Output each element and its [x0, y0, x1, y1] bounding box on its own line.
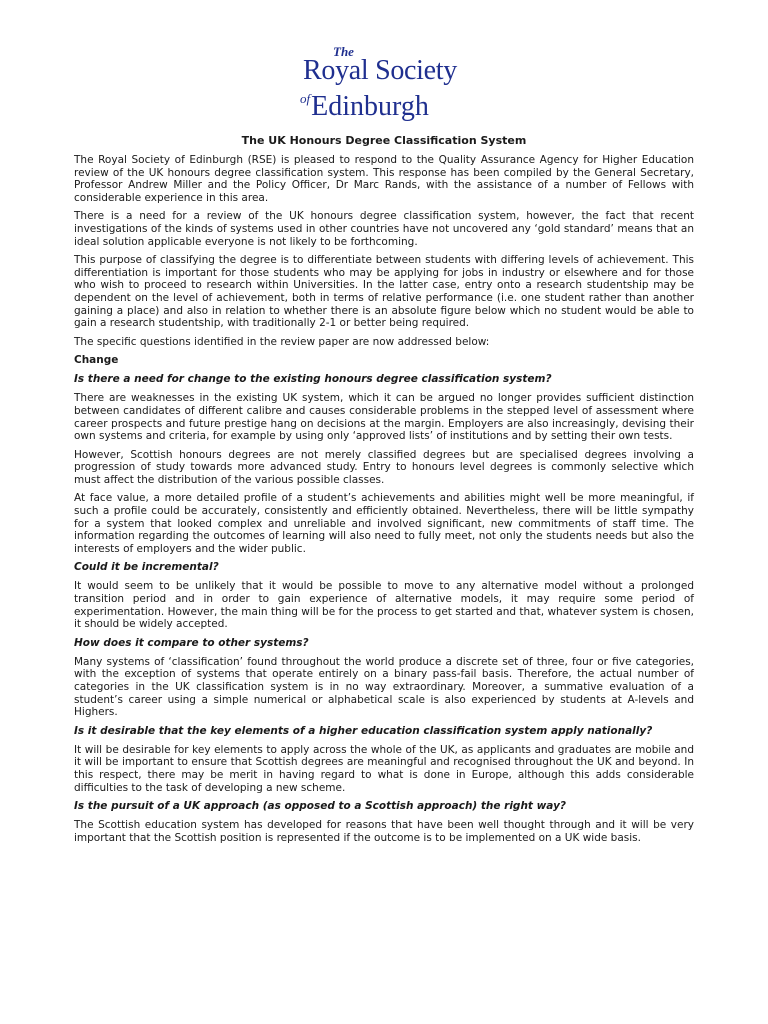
answer-3: Many systems of ‘classification’ found throughout the world produce a discrete set of three, four or five categories, with the exception of systems that operate entirely on a binary pass-fail basis. Therefore, the actual number of categories in the UK classification system is in no way extraordinary. Moreover, a summative evaluation of a student’s career using a simple numerical or alphabetical scale is also experienced by students at A-levels and Highers.: [74, 655, 694, 719]
question-3: How does it compare to other systems?: [74, 636, 309, 649]
logo-edinburgh-line: [300, 84, 429, 122]
section-heading-change: Change: [74, 354, 119, 367]
answer-5: The Scottish education system has developed for reasons that have been well thought through and it will be very important that the Scottish position is represented if the outcome is to be implemented on a UK wide basis.: [74, 819, 694, 844]
intro-paragraph-1: The Royal Society of Edinburgh (RSE) is pleased to respond to the Quality Assurance Agency for Higher Education review of the UK honours degree classification system. This response has been compiled by the General Secretary, Professor Andrew Miller and the Policy Officer, Dr Marc Rands, with the assistance of a number of Fellows with considerable experience in this area.: [74, 154, 694, 204]
logo-edinburgh: Edinburgh: [311, 91, 429, 122]
answer-1-paragraph-1: There are weaknesses in the existing UK system, which it can be argued no longer provides sufficient distinction between candidates of different calibre and causes considerable problems in the stepped level of assessment where career prospects and future prestige hang on decisions at the margin. Employers are also increasingly, devising their own systems and criteria, for example by using only ‘approved lists’ of institutions and by setting their own tests.: [74, 392, 694, 443]
question-5: Is the pursuit of a UK approach (as opposed to a Scottish approach) the right way?: [74, 800, 566, 813]
answer-1-paragraph-2: However, Scottish honours degrees are not merely classified degrees but are specialised degrees involving a progression of study towards more advanced study. Entry to honours level degrees is commonly selective which must affect the distribution of the various possible classes.: [74, 448, 694, 486]
intro-paragraph-3: This purpose of classifying the degree is to differentiate between students with differing levels of achievement. This differentiation is important for those students who may be applying for jobs in industry or elsewhere and for those who wish to proceed to research within Universities. In the latter case, entry onto a research studentship may be dependent on the level of achievement, both in terms of relative performance (i.e. one student rather than another gaining a place) and also in relation to whether there is an absolute figure below which no student would be able to gain a research studentship, with traditionally 2-1 or better being required.: [74, 254, 694, 330]
question-4: Is it desirable that the key elements of a higher education classification system apply nationally?: [74, 724, 653, 737]
question-1: Is there a need for change to the existing honours degree classification system?: [74, 373, 552, 386]
logo-of: of: [300, 91, 311, 106]
document-body: [74, 134, 694, 850]
document-title: The UK Honours Degree Classification System: [241, 134, 527, 147]
logo-royal-society: Royal Society: [303, 55, 457, 86]
logo-the: The: [333, 44, 354, 59]
answer-4: It will be desirable for key elements to apply across the whole of the UK, as applicants and graduates are mobile and it will be important to ensure that Scottish degrees are meaningful and recognised throughout the UK and beyond. In this respect, there may be merit in having regard to what is done in Europe, although this adds considerable difficulties to the task of developing a new scheme.: [74, 743, 694, 794]
intro-paragraph-4: The specific questions identified in the review paper are now addressed below:: [74, 335, 490, 348]
rse-logo: [300, 44, 470, 122]
question-2: Could it be incremental?: [74, 561, 219, 574]
intro-paragraph-2: There is a need for a review of the UK honours degree classification system, however, the fact that recent investigations of the kinds of systems used in other countries have not uncovered any ‘gold standard’ means that an ideal solution applicable everyone is not likely to be forthcoming.: [74, 210, 694, 248]
answer-2: It would seem to be unlikely that it would be possible to move to any alternative model without a prolonged transition period and in order to gain experience of alternative models, it may require some period of experimentation. However, the main thing will be for the process to get started and that, whatever system is chosen, it should be widely accepted.: [74, 580, 694, 631]
answer-1-paragraph-3: At face value, a more detailed profile of a student’s achievements and abilities might well be more meaningful, if such a profile could be accurately, consistently and efficiently obtained. Nevertheless, there will be little sympathy for a system that looked complex and unreliable and involved significant, new commitments of staff time. The information regarding the outcomes of learning will also need to fully meet, not only the students needs but also the interests of employers and the wider public.: [74, 492, 694, 555]
